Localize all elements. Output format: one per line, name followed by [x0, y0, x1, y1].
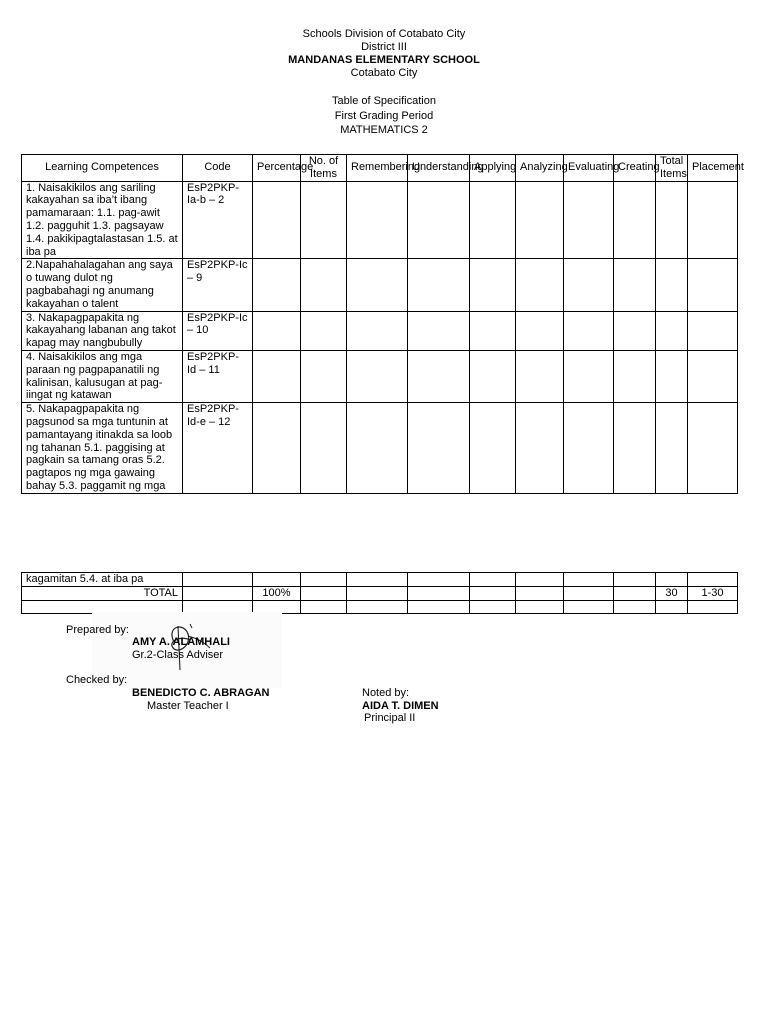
- total-placement: 1-30: [688, 586, 738, 600]
- prepared-by-label: Prepared by:: [66, 624, 129, 636]
- noted-by-name: AIDA T. DIMEN: [362, 700, 439, 712]
- competence-cell: 3. Nakapagpapakita ng kakayahang labanan ang takot kapag may nangbubully: [22, 311, 183, 350]
- total-row: [22, 586, 738, 600]
- total-items: 30: [656, 586, 688, 600]
- table-row: [22, 350, 738, 402]
- column-header: Total Items: [656, 155, 688, 182]
- total-label: TOTAL: [22, 586, 183, 600]
- column-header: Percentage: [253, 155, 301, 182]
- table-row: [22, 311, 738, 350]
- code-cell: EsP2PKP-Ia-b – 2: [183, 181, 253, 259]
- code-cell: EsP2PKP-Ic – 10: [183, 311, 253, 350]
- competence-cell: 2.Napahahalagahan ang saya o tuwang dulot ng pagbabahagi ng anumang kakayahan o talent: [22, 259, 183, 311]
- document-title: Table of Specification: [332, 95, 436, 107]
- table-row: [22, 259, 738, 311]
- column-header: Applying: [470, 155, 516, 182]
- column-header: Placement: [688, 155, 738, 182]
- competence-cell: 5. Nakapagpapakita ng pagsunod sa mga tuntunin at pamantayang itinakda sa loob ng tahanan 5.1. paggising at pagkain sa tamang oras 5.2. pagtapos ng mga gawaing bahay 5.3. paggamit ng mga: [22, 403, 183, 494]
- table-row: [22, 573, 738, 587]
- code-cell: EsP2PKP-Id-e – 12: [183, 403, 253, 494]
- column-header: Creating: [614, 155, 656, 182]
- column-header: Code: [183, 155, 253, 182]
- checked-by-title: Master Teacher I: [147, 700, 229, 712]
- column-header: Analyzing: [516, 155, 564, 182]
- prepared-by-title: Gr.2-Class Adviser: [132, 649, 224, 661]
- competence-cell: 4. Naisakikilos ang mga paraan ng pagpapanatili ng kalinisan, kalusugan at pag-iingat ng katawan: [22, 350, 183, 402]
- competence-cell: kagamitan 5.4. at iba pa: [22, 573, 183, 587]
- competence-cell: 1. Naisakikilos ang sariling kakayahan sa iba’t ibang pamamaraan: 1.1. pag-awit 1.2. pagguhit 1.3. pagsayaw 1.4. pakikipagtalastasan 1.5. at iba pa: [22, 181, 183, 259]
- district-line: District III: [361, 41, 407, 53]
- column-header: Understanding: [408, 155, 470, 182]
- noted-by-label: Noted by:: [362, 687, 410, 699]
- column-header: No. of Items: [301, 155, 347, 182]
- table-row: [22, 403, 738, 494]
- code-cell: EsP2PKP-Ic – 9: [183, 259, 253, 311]
- column-header: Remembering: [347, 155, 408, 182]
- subject-line: MATHEMATICS 2: [340, 124, 428, 136]
- city-line: Cotabato City: [350, 67, 418, 79]
- column-header: Evaluating: [564, 155, 614, 182]
- specification-table: [21, 154, 744, 494]
- table-row: [22, 181, 738, 259]
- total-percentage: 100%: [253, 586, 301, 600]
- checked-by-label: Checked by:: [66, 674, 128, 686]
- table-header-row: [22, 155, 738, 182]
- division-line: Schools Division of Cotabato City: [302, 28, 466, 40]
- specification-table-continued: [21, 572, 738, 614]
- checked-by-name: BENEDICTO C. ABRAGAN: [132, 687, 270, 699]
- code-cell: EsP2PKP-Id – 11: [183, 350, 253, 402]
- school-name: MANDANAS ELEMENTARY SCHOOL: [288, 54, 480, 66]
- noted-by-title: Principal II: [364, 712, 416, 724]
- prepared-by-name: AMY A. ALAMHALI: [132, 636, 230, 648]
- grading-period: First Grading Period: [334, 110, 434, 122]
- column-header: Learning Competences: [22, 155, 183, 182]
